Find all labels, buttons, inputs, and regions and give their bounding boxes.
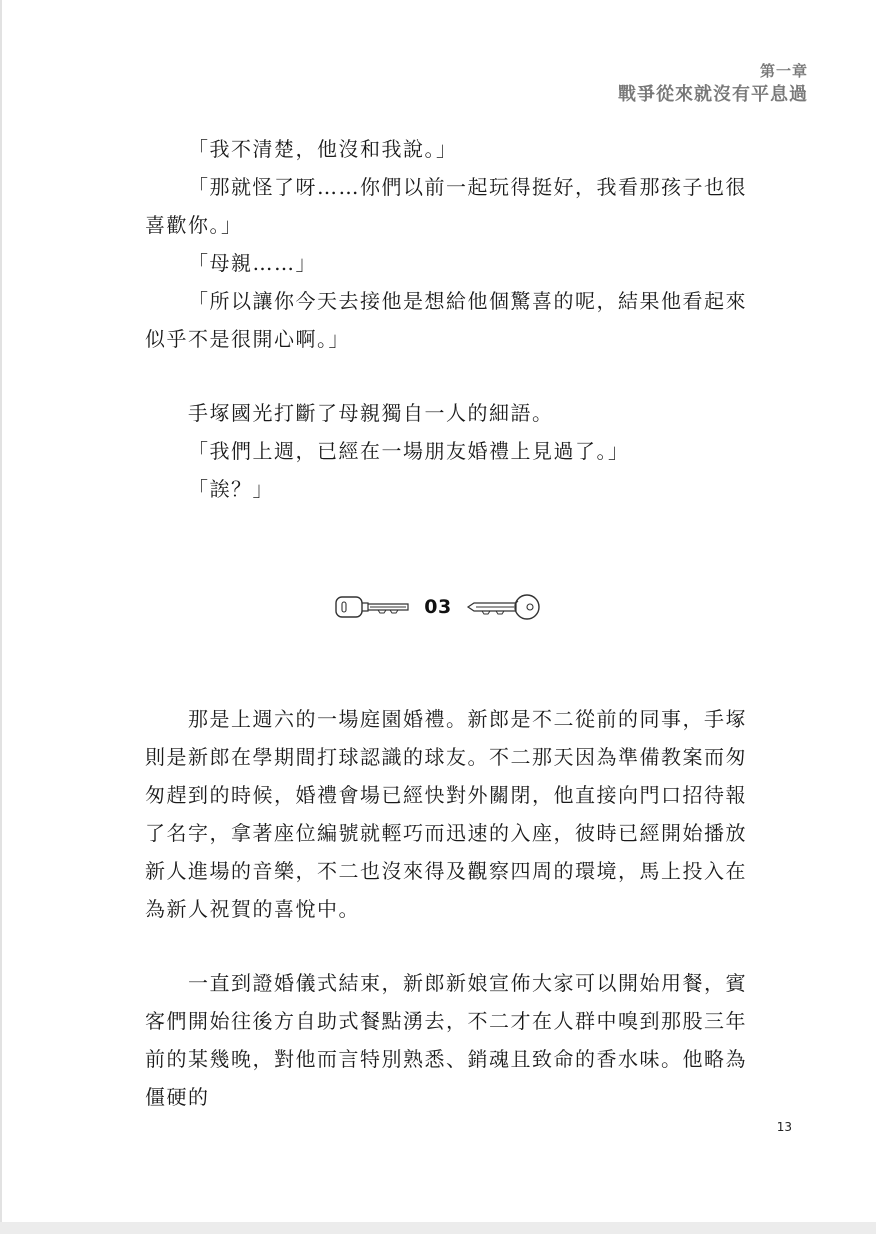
chapter-title: 戰爭從來就沒有平息過 xyxy=(618,84,808,105)
paragraph: 一直到證婚儀式結束，新郎新娘宣佈大家可以開始用餐，賓客們開始往後方自助式餐點湧去，不二才在人群中嗅到那股三年前的某幾晚，對他而言特別熟悉、銷魂且致命的香水味。他略為僵硬的 xyxy=(145,971,747,1109)
key-right-icon xyxy=(466,594,542,620)
dialogue-line: 「誒？」 xyxy=(188,477,274,501)
dialogue-line: 「母親……」 xyxy=(188,251,317,275)
dialogue-block xyxy=(145,130,760,508)
chapter-label: 第一章 xyxy=(759,62,808,80)
paragraph: 那是上週六的一場庭園婚禮。新郎是不二從前的同事，手塚則是新郎在學期間打球認識的球友。不二那天因為準備教案而匆匆趕到的時候，婚禮會場已經快對外關閉，他直接向門口招待報了名字，拿著座位編號就輕巧而迅速的入座，彼時已經開始播放新人進場的音樂，不二也沒來得及觀察四周的環境，馬上投入在為新人祝賀的喜悅中。 xyxy=(145,707,747,921)
section-number: 03 xyxy=(424,596,452,618)
dialogue-line: 「所以讓你今天去接他是想給他個驚喜的呢，結果他看起來似乎不是很開心啊。」 xyxy=(145,289,747,351)
running-header xyxy=(618,60,808,108)
narration-line: 手塚國光打斷了母親獨自一人的細語。 xyxy=(188,401,554,425)
narrative-block xyxy=(145,700,760,1116)
dialogue-line: 「那就怪了呀……你們以前一起玩得挺好，我看那孩子也很喜歡你。」 xyxy=(145,175,747,237)
dialogue-line: 「我們上週，已經在一場朋友婚禮上見過了。」 xyxy=(188,439,630,463)
key-left-icon xyxy=(334,594,410,620)
page-number: 13 xyxy=(776,1120,792,1134)
section-divider xyxy=(0,586,876,628)
dialogue-line: 「我不清楚，他沒和我說。」 xyxy=(188,137,458,161)
